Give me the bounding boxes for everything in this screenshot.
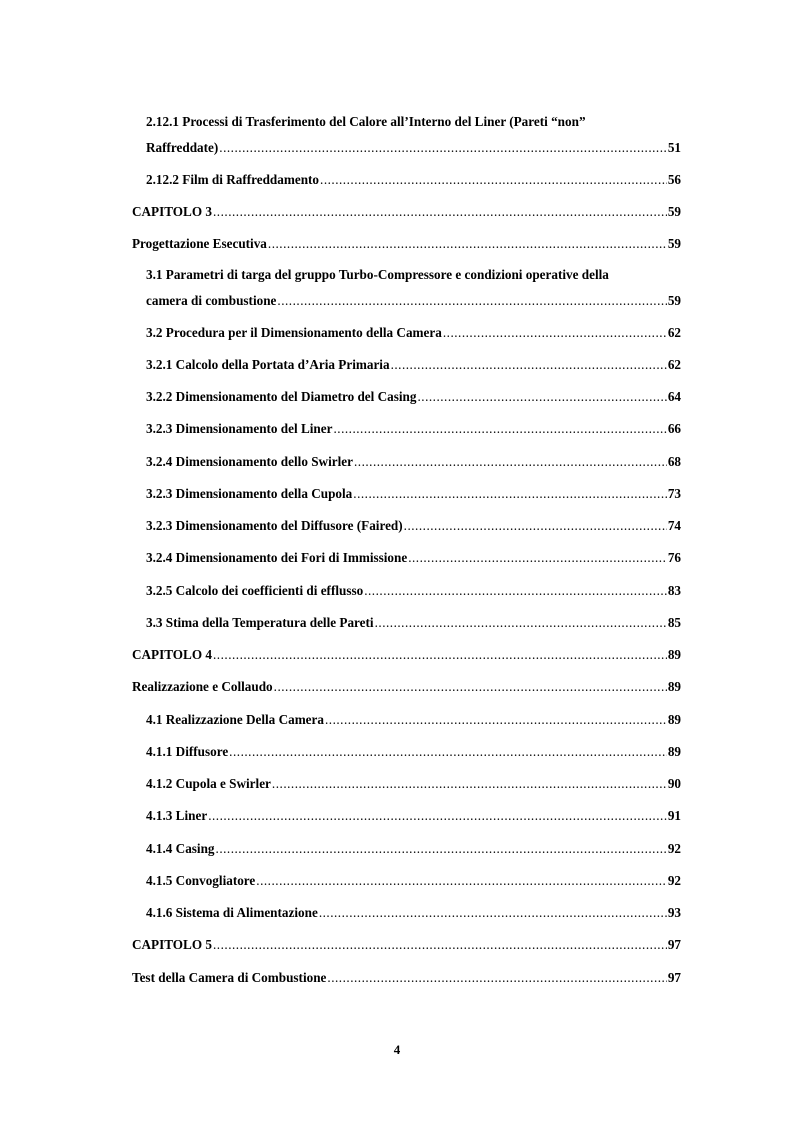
dot-leader: [320, 172, 667, 188]
toc-entry-title: 3.2.5 Calcolo dei coefficienti di efflusso: [146, 583, 364, 598]
toc-entry-line: [146, 140, 681, 156]
toc-entry-page: 83: [667, 583, 681, 598]
toc-entry-page: 89: [667, 647, 681, 662]
toc-entry[interactable]: [146, 267, 681, 309]
toc-entry-title: CAPITOLO 5: [132, 937, 212, 952]
toc-entry[interactable]: [146, 873, 681, 889]
dot-leader: [213, 647, 667, 663]
toc-entry-line: [132, 970, 681, 986]
toc-entry-line: [146, 389, 681, 405]
toc-entry-title: CAPITOLO 3: [132, 204, 212, 219]
dot-leader: [375, 615, 667, 631]
dot-leader: [404, 518, 667, 534]
toc-entry-title: 4.1.2 Cupola e Swirler: [146, 776, 271, 791]
toc-entry-line: [146, 841, 681, 857]
toc-entry-page: 56: [667, 172, 681, 187]
toc-entry-page: 93: [667, 905, 681, 920]
toc-entry-line: [132, 204, 681, 220]
dot-leader: [319, 905, 667, 921]
toc-entry-title: 3.2 Procedura per il Dimensionamento della Camera: [146, 325, 442, 340]
toc-entry[interactable]: [146, 615, 681, 631]
dot-leader: [277, 293, 666, 309]
toc-entry-page: 89: [667, 712, 681, 727]
toc-entry[interactable]: [146, 172, 681, 188]
toc-entry-page: 85: [667, 615, 681, 630]
toc-entry-line: [146, 454, 681, 470]
toc-entry-line: [132, 647, 681, 663]
toc-entry[interactable]: [146, 421, 681, 437]
toc-entry[interactable]: [146, 841, 681, 857]
dot-leader: [327, 970, 666, 986]
toc-entry-line: [146, 357, 681, 373]
toc-entry[interactable]: [146, 325, 681, 341]
toc-entry-title: CAPITOLO 4: [132, 647, 212, 662]
toc-entry[interactable]: [146, 357, 681, 373]
toc-entry-page: 91: [667, 808, 681, 823]
toc-entry-title: 3.3 Stima della Temperatura delle Pareti: [146, 615, 374, 630]
toc-entry[interactable]: [146, 454, 681, 470]
toc-entry[interactable]: [146, 114, 681, 156]
toc-entry[interactable]: [146, 776, 681, 792]
toc-entry-line: [146, 172, 681, 188]
page-number: 4: [393, 1042, 401, 1057]
toc-entry-page: 64: [667, 389, 681, 404]
dot-leader: [364, 583, 667, 599]
dot-leader: [219, 140, 667, 156]
toc-entry-line: [146, 486, 681, 502]
dot-leader: [229, 744, 667, 760]
dot-leader: [391, 357, 667, 373]
toc-entry-line: [146, 550, 681, 566]
toc-entry-title: 2.12.2 Film di Raffreddamento: [146, 172, 320, 187]
toc-entry-title: 3.2.1 Calcolo della Portata d’Aria Primaria: [146, 357, 390, 372]
toc-entry-line: [146, 744, 681, 760]
dot-leader: [408, 550, 667, 566]
toc-entry-title: 4.1.1 Diffusore: [146, 744, 229, 759]
toc-entry-page: 73: [667, 486, 681, 501]
dot-leader: [208, 808, 667, 824]
toc-entry-title: 3.2.3 Dimensionamento della Cupola: [146, 486, 353, 501]
toc-entry-page: 59: [667, 293, 681, 308]
toc-entry[interactable]: [132, 937, 681, 953]
toc-entry-line: [132, 236, 681, 252]
toc-entry-line: [146, 615, 681, 631]
toc-entry-title: 4.1.5 Convogliatore: [146, 873, 256, 888]
toc-entry-line: [146, 873, 681, 889]
toc-entry-title-line1: 3.1 Parametri di targa del gruppo Turbo-Compressore e condizioni operative della: [146, 267, 609, 282]
toc-entry-title: 4.1.6 Sistema di Alimentazione: [146, 905, 318, 920]
toc-entry-title: 4.1.3 Liner: [146, 808, 208, 823]
toc-entry[interactable]: [132, 647, 681, 663]
toc-entry[interactable]: [146, 389, 681, 405]
toc-entry[interactable]: [146, 712, 681, 728]
toc-entry-page: 62: [667, 357, 681, 372]
toc-entry[interactable]: [132, 204, 681, 220]
dot-leader: [333, 421, 666, 437]
toc-entry-page: 97: [667, 937, 681, 952]
toc-entry-page: 89: [667, 679, 681, 694]
dot-leader: [268, 236, 667, 252]
toc-entry[interactable]: [146, 518, 681, 534]
toc-entry-title: 3.2.4 Dimensionamento dello Swirler: [146, 454, 353, 469]
dot-leader: [325, 712, 667, 728]
dot-leader: [272, 776, 667, 792]
toc-entry[interactable]: [132, 970, 681, 986]
toc-entry[interactable]: [146, 905, 681, 921]
toc-entry-line: [146, 776, 681, 792]
toc-entry[interactable]: [146, 808, 681, 824]
toc-entry-title: Realizzazione e Collaudo: [132, 679, 273, 694]
toc-entry-line: [146, 808, 681, 824]
toc-entry-page: 51: [667, 140, 681, 155]
dot-leader: [274, 679, 667, 695]
toc-entry-page: 62: [667, 325, 681, 340]
toc-entry-page: 68: [667, 454, 681, 469]
toc-entry-page: 90: [667, 776, 681, 791]
dot-leader: [216, 841, 667, 857]
toc-entry[interactable]: [132, 679, 681, 695]
toc-entry-page: 89: [667, 744, 681, 759]
toc-entry-title: camera di combustione: [146, 293, 277, 308]
dot-leader: [443, 325, 667, 341]
toc-entry[interactable]: [146, 583, 681, 599]
toc-entry-page: 76: [667, 550, 681, 565]
toc-entry-page: 59: [667, 204, 681, 219]
toc-entry-page: 92: [667, 841, 681, 856]
toc-entry-line: [146, 712, 681, 728]
toc-entry-page: 97: [667, 970, 681, 985]
toc-entry-line: [146, 583, 681, 599]
toc-entry-line: [146, 518, 681, 534]
toc-entry-line: [146, 905, 681, 921]
toc-entry-line: [146, 293, 681, 309]
dot-leader: [256, 873, 667, 889]
toc-entry-title: 4.1 Realizzazione Della Camera: [146, 712, 324, 727]
dot-leader: [213, 204, 667, 220]
toc-entry-title: Progettazione Esecutiva: [132, 236, 267, 251]
toc-entry-page: 92: [667, 873, 681, 888]
toc-entry-line: [146, 325, 681, 341]
toc-entry-page: 66: [667, 421, 681, 436]
toc-entry-title: Raffreddate): [146, 140, 219, 155]
toc-entry[interactable]: [146, 486, 681, 502]
toc-entry[interactable]: [146, 550, 681, 566]
toc-entry-page: 59: [667, 236, 681, 251]
dot-leader: [353, 486, 667, 502]
toc-entry-title: Test della Camera di Combustione: [132, 970, 327, 985]
toc-entry[interactable]: [132, 236, 681, 252]
toc-entry-line: [132, 937, 681, 953]
dot-leader: [354, 454, 667, 470]
toc-entry-title: 4.1.4 Casing: [146, 841, 215, 856]
toc-entry-page: 74: [667, 518, 681, 533]
toc-entry-title: 3.2.2 Dimensionamento del Diametro del Casing: [146, 389, 417, 404]
toc-entry-title: 3.2.3 Dimensionamento del Liner: [146, 421, 333, 436]
dot-leader: [417, 389, 666, 405]
toc-entry-line: [132, 679, 681, 695]
toc-entry-title: 3.2.3 Dimensionamento del Diffusore (Faired): [146, 518, 403, 533]
toc-entry-line: [146, 421, 681, 437]
toc-entry-title: 3.2.4 Dimensionamento dei Fori di Immissione: [146, 550, 408, 565]
dot-leader: [213, 937, 667, 953]
toc-entry[interactable]: [146, 744, 681, 760]
toc-entry-title-line1: 2.12.1 Processi di Trasferimento del Calore all’Interno del Liner (Pareti “non”: [146, 114, 586, 129]
